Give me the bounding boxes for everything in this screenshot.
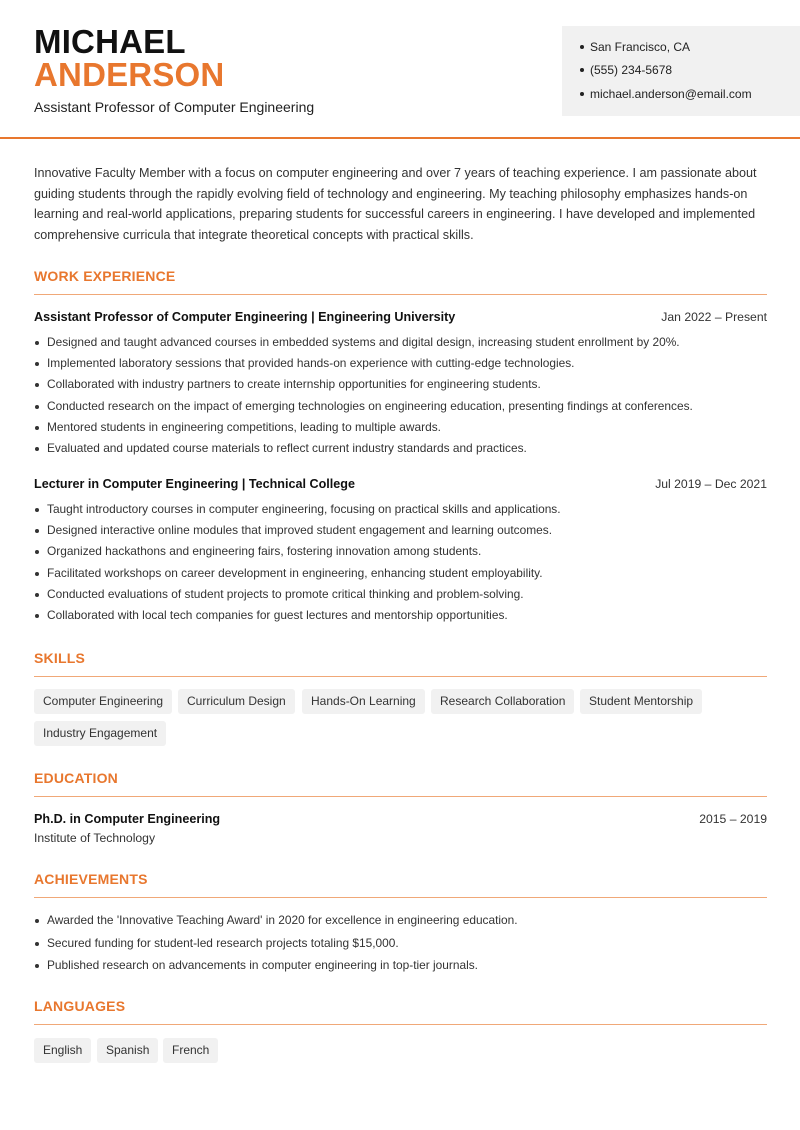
section-divider: [34, 796, 767, 797]
section-divider: [34, 1024, 767, 1025]
skill-chip: Curriculum Design: [178, 689, 295, 714]
education-degree: Ph.D. in Computer Engineering: [34, 812, 221, 826]
list-item: Collaborated with local tech companies for guest lectures and mentorship opportunities.: [34, 605, 561, 626]
education-dates: 2015 – 2019: [699, 812, 767, 826]
achievements-list: [34, 909, 518, 977]
bullet-icon: [580, 68, 584, 72]
skill-chip: Hands-On Learning: [302, 689, 425, 714]
list-item: Evaluated and updated course materials to reflect current industry standards and practices.: [34, 438, 693, 459]
list-item: Conducted evaluations of student projects to promote critical thinking and problem-solving.: [34, 584, 561, 605]
education-school: Institute of Technology: [34, 831, 156, 845]
list-item: Awarded the 'Innovative Teaching Award' in 2020 for excellence in engineering education.: [34, 909, 518, 932]
list-item: Taught introductory courses in computer engineering, focusing on practical skills and applications.: [34, 499, 561, 520]
contact-location: San Francisco, CA: [580, 40, 690, 54]
skill-chip: Industry Engagement: [34, 721, 166, 746]
list-item: Published research on advancements in computer engineering in top-tier journals.: [34, 954, 518, 977]
section-title-languages: LANGUAGES: [34, 998, 126, 1014]
list-item: Designed and taught advanced courses in embedded systems and digital design, increasing student enrollment by 20%.: [34, 332, 693, 353]
skill-chip: Research Collaboration: [431, 689, 574, 714]
list-item: Facilitated workshops on career development in engineering, enhancing student employability.: [34, 563, 561, 584]
bullet-icon: [580, 45, 584, 49]
section-title-skills: SKILLS: [34, 650, 85, 666]
list-item: Conducted research on the impact of emerging technologies on engineering education, presenting findings at conferences.: [34, 396, 693, 417]
contact-email[interactable]: michael.anderson@email.com: [580, 87, 752, 101]
language-chip: Spanish: [97, 1038, 158, 1063]
language-chip: French: [163, 1038, 218, 1063]
summary-paragraph: Innovative Faculty Member with a focus on computer engineering and over 7 years of teaching experience. I am passionate about guiding students through the rapidly evolving field of technology and engineering. My teaching philosophy emphasizes hands-on learning and real-world applications, preparing students for successful careers in engineering. I have developed and implemented comprehensive curricula that integrate theoretical concepts with practical skills.: [34, 166, 757, 243]
job-2-title: Lecturer in Computer Engineering | Technical College: [34, 477, 355, 491]
first-name: MICHAEL: [34, 23, 186, 60]
section-title-work: WORK EXPERIENCE: [34, 268, 176, 284]
job-2-dates: Jul 2019 – Dec 2021: [655, 477, 767, 491]
job-2-bullets: [34, 499, 561, 626]
section-divider: [34, 897, 767, 898]
bullet-icon: [580, 92, 584, 96]
job-title-headline: Assistant Professor of Computer Engineering: [34, 99, 315, 115]
skill-chip: Student Mentorship: [580, 689, 702, 714]
job-1-title: Assistant Professor of Computer Engineering | Engineering University: [34, 310, 456, 324]
last-name: ANDERSON: [34, 56, 225, 93]
job-1-dates: Jan 2022 – Present: [661, 310, 767, 324]
list-item: Secured funding for student-led research projects totaling $15,000.: [34, 932, 518, 955]
contact-phone: (555) 234-5678: [580, 63, 672, 77]
language-chip: English: [34, 1038, 91, 1063]
contact-box: [562, 26, 800, 116]
section-divider: [34, 676, 767, 677]
list-item: Collaborated with industry partners to create internship opportunities for engineering students.: [34, 374, 693, 395]
list-item: Designed interactive online modules that improved student engagement and learning outcomes.: [34, 520, 561, 541]
section-title-education: EDUCATION: [34, 770, 118, 786]
section-title-achievements: ACHIEVEMENTS: [34, 871, 148, 887]
job-1-bullets: [34, 332, 693, 459]
resume-header: [0, 0, 800, 139]
list-item: Mentored students in engineering competitions, leading to multiple awards.: [34, 417, 693, 438]
list-item: Organized hackathons and engineering fairs, fostering innovation among students.: [34, 541, 561, 562]
list-item: Implemented laboratory sessions that provided hands-on experience with cutting-edge technologies.: [34, 353, 693, 374]
section-divider: [34, 294, 767, 295]
skill-chip: Computer Engineering: [34, 689, 172, 714]
